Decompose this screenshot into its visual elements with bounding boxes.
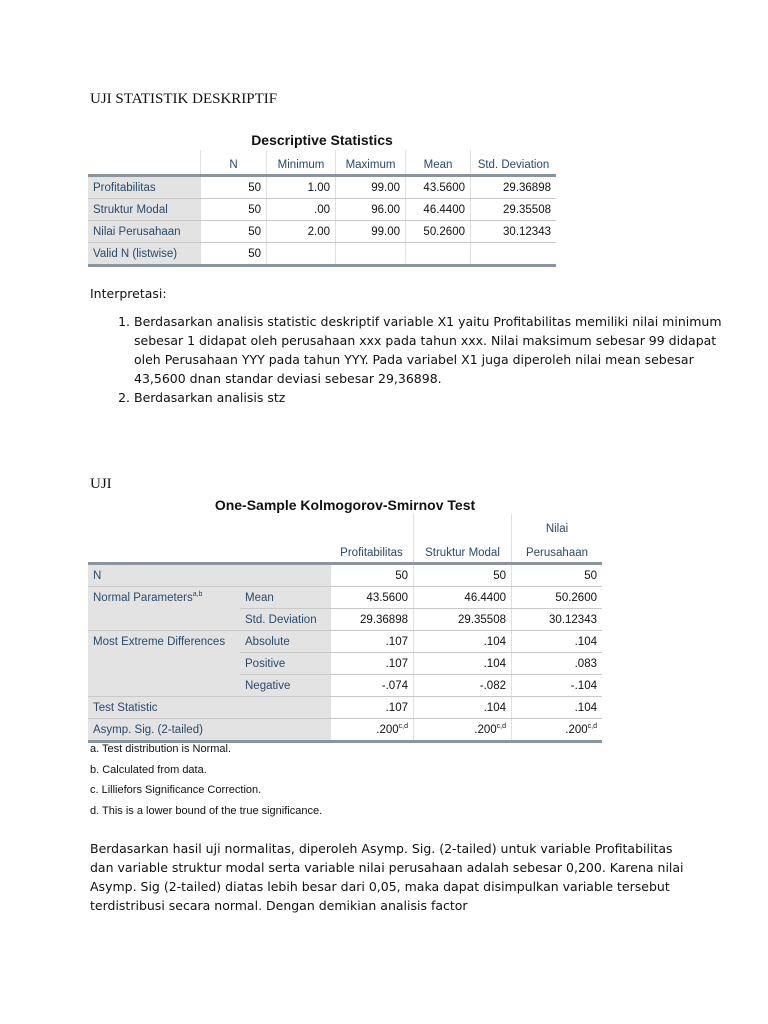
cell-value: 50 xyxy=(414,564,512,587)
ks-table xyxy=(88,514,602,743)
cell-value: .200$^{c,d}$ xyxy=(330,719,414,742)
list-item: 1. Berdasarkan analisis statistic deskriptif variable X1 yaitu Profitabilitas memiliki nilai minimum sebesar 1 didapat oleh perusahaan xxx pada tahun xxx. Nilai maksimum sebesar 99 didapat oleh Perusahaan YYY pada tahun YYY. Pada variabel X1 juga diperoleh nilai mean sebesar 43,5600 dnan standar deviasi sebesar 29,36898. xyxy=(134,312,724,388)
row-label: Most Extreme Differences xyxy=(88,631,240,653)
row-sublabel: Absolute xyxy=(240,631,330,653)
cell-value: -.082 xyxy=(414,675,512,697)
cell-value: .107 xyxy=(330,697,414,719)
conclusion-paragraph: Berdasarkan hasil uji normalitas, diperoleh Asymp. Sig. (2-tailed) untuk variable Profitabilitas dan variable struktur modal serta variable nilai perusahaan adalah sebesar 0,200. Karena nilai Asymp. Sig (2-tailed) diatas lebih besar dari 0,05, maka dapat disimpulkan variable tersebut terdistribusi secara normal. Dengan demikian analisis factor xyxy=(90,841,684,913)
col-header: Mean xyxy=(406,150,471,176)
table-row xyxy=(88,631,602,653)
descriptive-title: Descriptive Statistics xyxy=(251,132,393,148)
footnotes xyxy=(90,739,322,822)
table-row xyxy=(88,176,556,199)
table-row xyxy=(88,564,602,587)
descriptive-table xyxy=(88,150,556,267)
row-label: Struktur Modal xyxy=(88,199,201,221)
row-label: Profitabilitas xyxy=(88,176,201,199)
table-row xyxy=(88,697,602,719)
row-label: Nilai Perusahaan xyxy=(88,221,201,243)
cell-value: 29.36898 xyxy=(330,609,414,631)
col-header: Struktur Modal xyxy=(414,538,512,564)
col-header: N xyxy=(201,150,267,176)
row-label: Valid N (listwise) xyxy=(88,243,201,266)
cell-value: .107 xyxy=(330,653,414,675)
table-row xyxy=(88,609,602,631)
row-sublabel: Positive xyxy=(240,653,330,675)
heading-descriptive: UJI STATISTIK DESKRIPTIF xyxy=(90,91,278,107)
cell-value: -.104 xyxy=(512,675,603,697)
footnote: b. Calculated from data. xyxy=(90,763,207,776)
table-row xyxy=(88,587,602,609)
cell-n: 50 xyxy=(201,243,267,266)
cell-value: 50 xyxy=(512,564,603,587)
row-sublabel: Mean xyxy=(240,587,330,609)
col-header: Maximum xyxy=(336,150,406,176)
cell-mean: 50.2600 xyxy=(406,221,471,243)
cell-value: 29.35508 xyxy=(414,609,512,631)
footnote: d. This is a lower bound of the true significance. xyxy=(90,805,323,818)
cell-value: -.074 xyxy=(330,675,414,697)
row-label: N xyxy=(88,564,330,587)
cell-sd: 30.12343 xyxy=(471,221,557,243)
footnote: a. Test distribution is Normal. xyxy=(90,743,232,755)
row-label xyxy=(88,653,240,675)
col-header: Std. Deviation xyxy=(471,150,557,176)
cell-n: 50 xyxy=(201,199,267,221)
cell-value: .104 xyxy=(512,631,603,653)
cell-n: 50 xyxy=(201,176,267,199)
cell-value: .200$^{c,d}$ xyxy=(414,719,512,742)
table-row xyxy=(88,675,602,697)
list-item: 2. Berdasarkan analisis stz xyxy=(134,388,724,407)
cell-value: .104 xyxy=(414,653,512,675)
cell-min: 2.00 xyxy=(267,221,336,243)
row-sublabel: Negative xyxy=(240,675,330,697)
cell-value: .104 xyxy=(512,697,603,719)
row-sublabel: Std. Deviation xyxy=(240,609,330,631)
cell-min: .00 xyxy=(267,199,336,221)
cell-value: 50 xyxy=(330,564,414,587)
cell-sd xyxy=(471,243,557,266)
cell-value: 50.2600 xyxy=(512,587,603,609)
cell-mean: 43.5600 xyxy=(406,176,471,199)
cell-max: 99.00 xyxy=(336,221,406,243)
cell-value: .104 xyxy=(414,631,512,653)
row-label: Asymp. Sig. (2-tailed) xyxy=(88,719,330,742)
col-header: Profitabilitas xyxy=(330,538,414,564)
cell-value: .107 xyxy=(330,631,414,653)
ks-title: One-Sample Kolmogorov-Smirnov Test xyxy=(214,497,476,513)
cell-max: 99.00 xyxy=(336,176,406,199)
footnote: c. Lilliefors Significance Correction. xyxy=(90,784,262,797)
cell-value: .200$^{c,d}$ xyxy=(512,719,603,742)
cell-value: 43.5600 xyxy=(330,587,414,609)
row-label xyxy=(88,675,240,697)
cell-value: .083 xyxy=(512,653,603,675)
cell-sd: 29.35508 xyxy=(471,199,557,221)
cell-n: 50 xyxy=(201,221,267,243)
cell-max xyxy=(336,243,406,266)
table-row xyxy=(88,199,556,221)
cell-min: 1.00 xyxy=(267,176,336,199)
cell-min xyxy=(267,243,336,266)
table-row xyxy=(88,653,602,675)
cell-max: 96.00 xyxy=(336,199,406,221)
cell-sd: 29.36898 xyxy=(471,176,557,199)
row-label xyxy=(88,609,240,631)
interpretasi-label: Interpretasi: xyxy=(90,286,167,301)
cell-value: 46.4400 xyxy=(414,587,512,609)
heading-uji: UJI xyxy=(90,476,112,492)
table-row xyxy=(88,243,556,266)
col-header-top: Nilai xyxy=(512,514,603,538)
row-label: Normal Parameters$^{a,b}$ xyxy=(88,587,240,609)
col-header: Perusahaan xyxy=(512,538,603,564)
table-row xyxy=(88,221,556,243)
interpretation-list xyxy=(90,312,724,407)
cell-value: 30.12343 xyxy=(512,609,603,631)
cell-mean: 46.4400 xyxy=(406,199,471,221)
col-header: Minimum xyxy=(267,150,336,176)
row-label: Test Statistic xyxy=(88,697,330,719)
cell-value: .104 xyxy=(414,697,512,719)
cell-mean xyxy=(406,243,471,266)
